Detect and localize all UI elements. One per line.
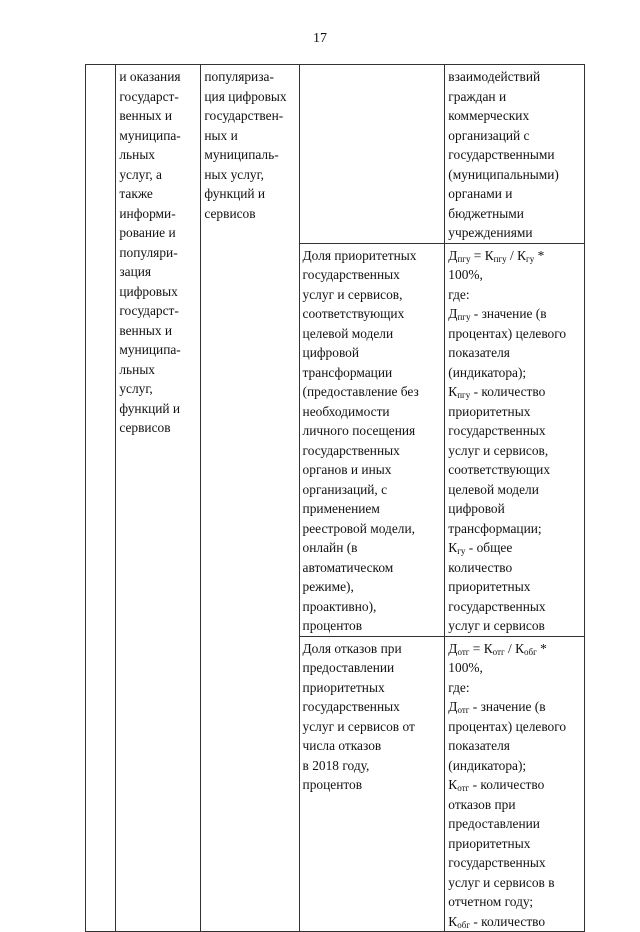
- indicator-cell: Доля приоритетных государственных услуг и сервисов, соответствующих целевой модели цифровой трансформации (предоставление без необходимости личного посещения государственных органов и иных организаций, с применением реестровой модели, онлайн (в автоматическом режиме), проактивно), процентов: [299, 243, 445, 636]
- formula-line: $Д_{пгу} = К_{пгу} / К_{гу}$ *: [448, 247, 545, 264]
- variable-definition: $К_{отг}$ - количество: [448, 777, 545, 793]
- variable-definition: $Д_{пгу}$ - значение (в: [448, 306, 547, 322]
- page-number: 17: [313, 31, 327, 46]
- task-text: популяриза- ция цифровых государствен- ных и муниципаль- ных услуг, функций и сервисов: [204, 69, 287, 221]
- formula-cell: взаимодействий граждан и коммерческих организаций с государственными (муниципальными) органами и бюджетными учреждениями: [445, 65, 585, 244]
- formula-cell: $Д_{пгу} = К_{пгу} / К_{гу}$ * 100%, где: $Д_{пгу}$ - значение (в процентах) целевого показателя (индикатора); $К_{пгу}$ - количество приоритетных государственных услуг и сервисов, соответствующих целевой модели цифровой трансформации; $К_{гу}$ - общее количество приоритетных государственных услуг и сервисов: [445, 243, 585, 636]
- number-cell: [86, 65, 116, 932]
- formula-line: $Д_{отг} = К_{отг} / К_{обг}$ *: [448, 640, 547, 657]
- indicator-cell-empty: [299, 65, 445, 244]
- variable-definition: $К_{обг}$ - количество: [448, 913, 546, 930]
- formula-cell: $Д_{отг} = К_{отг} / К_{обг}$ * 100%, где: $Д_{отг}$ - значение (в процентах) целевого показателя (индикатора); $К_{отг}$ - количество отказов при предоставлении приоритетных государственных услуг и сервисов в отчетном году; $К_{обг}$ - количество: [445, 636, 585, 932]
- task-cell: [201, 65, 299, 932]
- table-row: [86, 65, 585, 244]
- goal-text: и оказания государст- венных и муниципа- льных услуг, а также информи- рование и популяри- зация цифровых государст- венных и муниципа- льных услуг, функций и сервисов: [119, 69, 181, 435]
- indicators-table: [85, 64, 585, 932]
- goal-cell: [116, 65, 201, 932]
- variable-definition: $К_{гу}$ - общее: [448, 540, 513, 556]
- variable-definition: $К_{пгу}$ - количество: [448, 384, 546, 400]
- variable-definition: $Д_{отг}$ - значение (в: [448, 699, 546, 715]
- indicator-cell: Доля отказов при предоставлении приоритетных государственных услуг и сервисов от числа отказов в 2018 году, процентов: [299, 636, 445, 932]
